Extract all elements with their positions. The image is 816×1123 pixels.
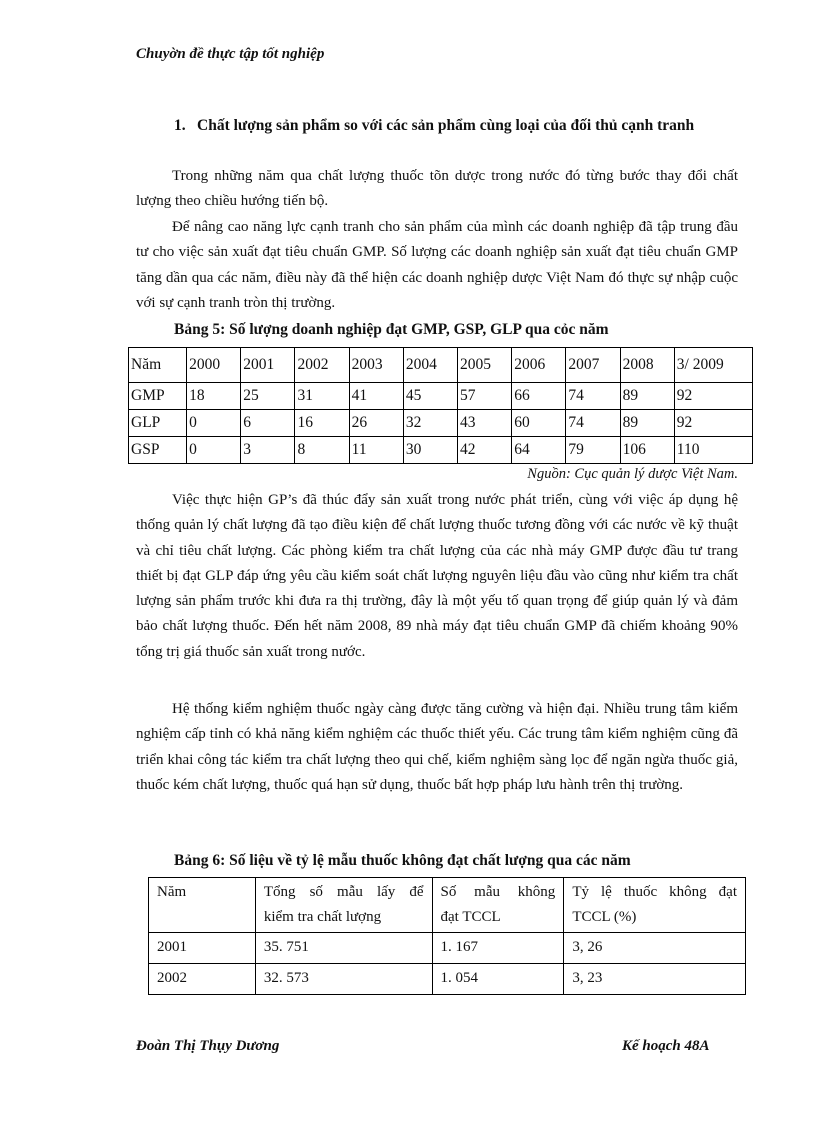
table5-header-cell: 2008 xyxy=(620,348,674,383)
table6-cell: 1. 054 xyxy=(432,964,564,995)
table5-cell: 74 xyxy=(566,383,620,410)
table5-cell: 31 xyxy=(295,383,349,410)
table5-header-cell: 2006 xyxy=(512,348,566,383)
table5-header-cell: 2004 xyxy=(403,348,457,383)
table6-cell: 2001 xyxy=(149,933,256,964)
table6-cell: 35. 751 xyxy=(255,933,432,964)
table5-header-cell: 2003 xyxy=(349,348,403,383)
table6-header-total-line2: kiểm tra chất lượng xyxy=(263,909,382,925)
table6-cell: 3, 26 xyxy=(564,933,746,964)
table5-cell: 30 xyxy=(403,437,457,464)
table5-cell: 110 xyxy=(674,437,752,464)
table5-cell: 0 xyxy=(187,410,241,437)
paragraph-1-text: Trong những năm qua chất lượng thuốc tõn dược trong nước đó từng bước thay đổi chất lượng theo chiều hướng tiến bộ. xyxy=(136,168,738,210)
table6-cell: 1. 167 xyxy=(432,933,564,964)
table5-header-cell: 2007 xyxy=(566,348,620,383)
table5-cell: 92 xyxy=(674,383,752,410)
section-title: Chất lượng sản phẩm so với các sản phẩm cùng loại của đối thủ cạnh tranh xyxy=(197,117,695,134)
table5-cell: 106 xyxy=(620,437,674,464)
table5-row xyxy=(129,410,753,437)
table6-header-failed-line1: Số mẫu không xyxy=(440,884,556,900)
table5-cell: 16 xyxy=(295,410,349,437)
table5-cell: 42 xyxy=(458,437,512,464)
table5-cell: 43 xyxy=(458,410,512,437)
paragraph-4-text: Hệ thống kiểm nghiệm thuốc ngày càng được tăng cường và hiện đại. Nhiều trung tâm kiểm nghiệm cấp tỉnh có khả năng kiểm nghiệm các thuốc thiết yếu. Các trung tâm kiểm nghiệm cũng đã triển khai công tác kiểm tra chất lượng theo qui chế, kiểm nghiệm sàng lọc để ngăn ngừa thuốc giả, thuốc kém chất lượng, thuốc quá hạn sử dụng, thuốc bất hợp pháp lưu hành trên thị trường. xyxy=(136,701,738,793)
table5-cell: 92 xyxy=(674,410,752,437)
section-number: 1. xyxy=(174,117,186,134)
table5-header-cell: 2001 xyxy=(241,348,295,383)
table5-cell: 89 xyxy=(620,410,674,437)
table6-caption: Bảng 6: Số liệu về tỷ lệ mẫu thuốc không đạt chất lượng qua các năm xyxy=(174,852,631,869)
paragraph-2-text: Để nâng cao năng lực cạnh tranh cho sản phẩm của mình các doanh nghiệp đã tập trung đầu tư cho việc sản xuất đạt tiêu chuẩn GMP. Số lượng các doanh nghiệp sản xuất đạt tiêu chuẩn GMP tăng dần qua các năm, điều này đã thể hiện các doanh nghiệp dược Việt Nam đó thực sự nhập cuộc với sự cạnh tranh tròn thị trường. xyxy=(136,219,738,311)
paragraph-1 xyxy=(136,164,738,215)
table6-cell: 32. 573 xyxy=(255,964,432,995)
section-heading xyxy=(174,113,740,138)
table5-cell: 6 xyxy=(241,410,295,437)
table5-cell: 32 xyxy=(403,410,457,437)
footer-class: Kế hoạch 48A xyxy=(622,1038,710,1054)
table6-header-failed xyxy=(432,878,564,933)
table6-row xyxy=(149,964,746,995)
table6-cell: 2002 xyxy=(149,964,256,995)
table6-header-rate-line2: TCCL (%) xyxy=(572,909,637,925)
paragraph-2 xyxy=(136,215,738,316)
table5-cell: 8 xyxy=(295,437,349,464)
table5-cell: 3 xyxy=(241,437,295,464)
table5-header-cell: 2005 xyxy=(458,348,512,383)
table6-header-row xyxy=(149,878,746,933)
table6-cell: 3, 23 xyxy=(564,964,746,995)
table6-header-failed-line2: đạt TCCL xyxy=(440,909,501,925)
paragraph-3-text: Việc thực hiện GP’s đã thúc đẩy sản xuất trong nước phát triển, cùng với việc áp dụng hệ thống quản lý chất lượng đã tạo điều kiện để chất lượng thuốc tương đồng với các nước về kỹ thuật và chỉ tiêu chất lượng. Các phòng kiểm tra chất lượng của các nhà máy GMP được đầu tư trang thiết bị đạt GLP đáp ứng yêu cầu kiểm soát chất lượng nguyên liệu đầu vào cũng như kiểm tra chất lượng sản phẩm trước khi đưa ra thị trường, đây là một yếu tố quan trọng để giúp quản lý và đảm bảo chất lượng thuốc. Đến hết năm 2008, 89 nhà máy đạt tiêu chuẩn GMP đã chiếm khoảng 90% tổng trị giá thuốc sản xuất trong nước. xyxy=(136,492,738,660)
table6-row xyxy=(149,933,746,964)
table5-cell: 57 xyxy=(458,383,512,410)
footer-author: Đoàn Thị Thụy Dương xyxy=(136,1038,280,1054)
table5-header-cell: Năm xyxy=(129,348,187,383)
table5-cell: GSP xyxy=(129,437,187,464)
table6-header-year: Năm xyxy=(149,878,256,933)
table5-row xyxy=(129,437,753,464)
table5-cell: GMP xyxy=(129,383,187,410)
table5-cell: 66 xyxy=(512,383,566,410)
table6-header-rate-line1: Tỷ lệ thuốc không đạt xyxy=(572,884,737,900)
table5-cell: 0 xyxy=(187,437,241,464)
table5-cell: 45 xyxy=(403,383,457,410)
table5-cell: 89 xyxy=(620,383,674,410)
table5-cell: 41 xyxy=(349,383,403,410)
table5-cell: 11 xyxy=(349,437,403,464)
table5-cell: 60 xyxy=(512,410,566,437)
table6 xyxy=(148,877,746,995)
table5-cell: GLP xyxy=(129,410,187,437)
table5-source: Nguồn: Cục quản lý dược Việt Nam. xyxy=(527,466,738,482)
table5-row xyxy=(129,383,753,410)
page-header: Chuyờn đề thực tập tốt nghiệp xyxy=(136,46,325,62)
table5-header-cell: 2002 xyxy=(295,348,349,383)
paragraph-4 xyxy=(136,697,738,798)
table6-header-total xyxy=(255,878,432,933)
table5-caption: Bảng 5: Số lượng doanh nghiệp đạt GMP, GSP, GLP qua cỏc năm xyxy=(174,321,609,338)
table5-cell: 74 xyxy=(566,410,620,437)
table6-header-total-line1: Tổng số mẫu lấy để xyxy=(263,884,424,900)
table5-cell: 64 xyxy=(512,437,566,464)
table5-cell: 18 xyxy=(187,383,241,410)
table5-cell: 25 xyxy=(241,383,295,410)
table5-cell: 26 xyxy=(349,410,403,437)
paragraph-3 xyxy=(136,488,738,665)
table5-cell: 79 xyxy=(566,437,620,464)
table6-header-rate xyxy=(564,878,746,933)
table5-header-row xyxy=(129,348,753,383)
table5-header-cell: 2000 xyxy=(187,348,241,383)
table5 xyxy=(128,347,753,464)
table5-header-cell: 3/ 2009 xyxy=(674,348,752,383)
